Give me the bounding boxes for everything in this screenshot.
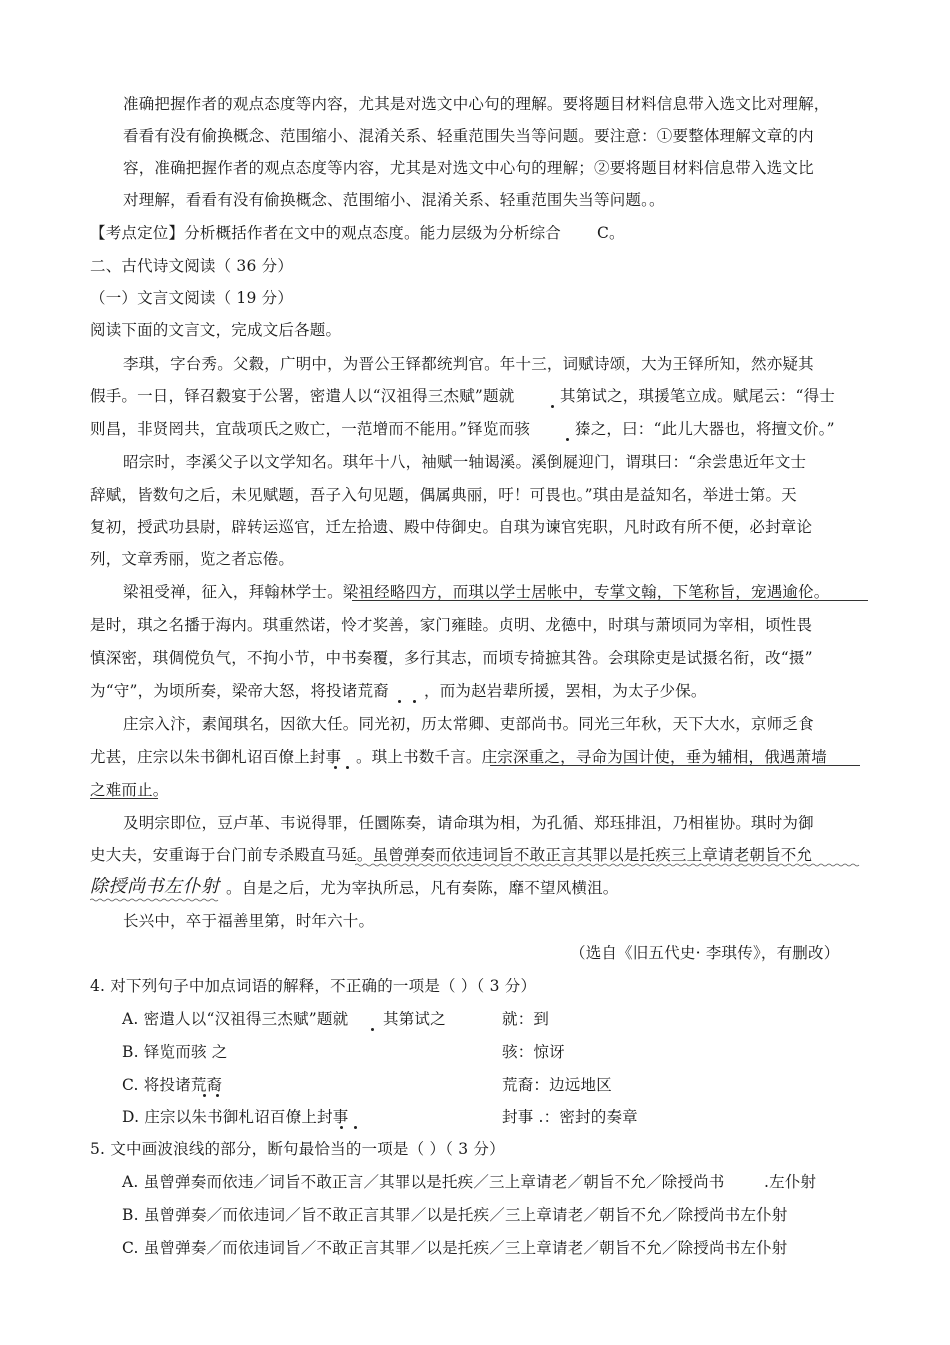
question-5-stem: 5. 文中画波浪线的部分，断句最恰当的一项是（ ）（ 3 分） (90, 1140, 505, 1158)
wavy-underline (90, 898, 220, 902)
q5-option-c: C. 虽曾弹奏／而依违词旨／不敢正言其罪／以是托疾／三上章请老／朝旨不允／除授尚书左仆射 (122, 1239, 788, 1257)
wavy-underline (355, 863, 861, 867)
emphasis-dot (413, 700, 416, 703)
passage-line: 尤甚，庄宗以朱书御札诏百僚上封事 (90, 748, 342, 766)
analysis-line: 准确把握作者的观点态度等内容，尤其是对选文中心句的理解。要将题目材料信息带入选文比对理解， (123, 95, 830, 113)
passage-line: 及明宗即位，豆卢革、韦说得罪，任圜陈奏，请命琪为相，为孔循、郑珏排沮，乃相崔协。琪时为御 (123, 814, 814, 832)
translation-underline (352, 600, 868, 601)
q4-option-b: B. 铎览而骇 之 (122, 1043, 228, 1061)
passage-line: 之难而止。 (90, 781, 169, 799)
emphasis-dot (334, 766, 337, 769)
emphasis-dot (551, 405, 554, 408)
analysis-line: 看看有没有偷换概念、范围缩小、混淆关系、轻重范围失当等问题。要注意：①要整体理解文章的内 (123, 127, 814, 145)
passage-line: 庄宗入汴，素闻琪名，因欲大任。同光初，历太常卿、吏部尚书。同光三年秋，天下大水，京师乏食 (123, 715, 814, 733)
q4-option-d: D. 庄宗以朱书御札诏百僚上封事 (122, 1108, 349, 1126)
emphasis-dot (346, 766, 349, 769)
q4-option-c-answer: 荒裔：边远地区 (502, 1076, 612, 1094)
analysis-line: 容，准确把握作者的观点态度等内容，尤其是对选文中心句的理解；②要将题目材料信息带入选文比 (123, 159, 814, 177)
analysis-line: 对理解，看看有没有偷换概念、范围缩小、混淆关系、轻重范围失当等问题。。 (123, 191, 665, 209)
passage-line: 假手。一日，铎召縠宴于公署，密遣人以“汉祖得三杰赋”题就 (90, 387, 515, 405)
passage-line: 辞赋，皆数句之后，未见赋题，吾子入句见题，偶属典丽，吁！可畏也。”琪由是益知名，举进士第。天 (90, 486, 797, 504)
q5-option-b: B. 虽曾弹奏／而依违词／旨不敢正言其罪／以是托疾／三上章请老／朝旨不允／除授尚书左仆射 (122, 1206, 788, 1224)
subsection-title: （一）文言文阅读（ 19 分） (90, 289, 294, 307)
q4-option-a-answer: 就：到 (502, 1010, 550, 1028)
q5-option-a: A. 虽曾弹奏而依违／词旨不敢正言／其罪以是托疾／三上章请老／朝旨不允／除授尚书 (122, 1173, 725, 1191)
emphasis-dot (354, 1126, 357, 1129)
translation-underline (90, 798, 158, 799)
passage-line: 长兴中，卒于福善里第，时年六十。 (123, 912, 375, 930)
emphasis-dot (566, 438, 569, 441)
q4-option-a: 其第试之 (383, 1010, 446, 1028)
passage-line: 。自是之后，尤为宰执所忌，凡有奏陈，靡不望风横沮。 (226, 879, 619, 897)
q4-option-b-answer: 骇：惊讶 (502, 1043, 565, 1061)
passage-line: 是时，琪之名播于海内。琪重然诺，怜才奖善，家门雍睦。贞明、龙德中，时琪与萧顷同为宰相，顷性畏 (90, 616, 813, 634)
passage-line: 则昌，非贤罔共，宜哉项氏之败亡，一范增而不能用。”铎览而骇 (90, 420, 530, 438)
passage-line: 昭宗时，李溪父子以文学知名。琪年十八，袖赋一轴谒溪。溪倒屣迎门，谓琪曰：“余尝患近年文士 (123, 453, 807, 471)
emphasis-dot (340, 1126, 343, 1129)
emphasis-dot (371, 1028, 374, 1031)
passage-line: ，而为赵岩辈所援，罢相，为太子少保。 (424, 682, 707, 700)
passage-line: 其第试之，琪援笔立成。赋尾云：“得士 (560, 387, 836, 405)
translation-underline (490, 765, 860, 766)
kaodian-line: 【考点定位】分析概括作者在文中的观点态度。能力层级为分析综合 (90, 224, 562, 242)
question-4-stem: 4. 对下列句子中加点词语的解释，不正确的一项是（ ）（ 3 分） (90, 977, 537, 995)
ability-level: C。 (597, 224, 625, 242)
emphasis-dot (398, 700, 401, 703)
passage-line: 为“守”，为顷所奏，梁帝大怒，将投诸荒裔 (90, 682, 389, 700)
passage-line: 列，文章秀丽，览之者忘倦。 (90, 550, 295, 568)
source-citation: （选自《旧五代史· 李琪传》，有删改） (570, 944, 840, 962)
passage-line: 史大夫，安重诲于台门前专杀殿直马延。虽曾弹奏而依违词旨不敢正言其罪以是托疾三上章请老朝旨不允 (90, 846, 813, 864)
passage-line: 。琪上书数千言。庄宗深重之，寻命为国计使，垂为辅相，俄遇萧墙 (356, 748, 828, 766)
q5-option-a: .左仆射 (764, 1173, 817, 1191)
passage-line: 獉之，曰：“此儿大器也，将擅文价。” (575, 420, 835, 438)
emphasis-dot (203, 1094, 206, 1097)
q4-option-a: A. 密遣人以“汉祖得三杰赋”题就 (122, 1010, 349, 1028)
passage-line: 李琪，字台秀。父縠，广明中，为晋公王铎都统判官。年十三，词赋诗颂，大为王铎所知，然亦疑其 (123, 355, 814, 373)
section-title: 二、古代诗文阅读（ 36 分） (90, 257, 294, 275)
q4-option-d-answer: 封事 .：密封的奏章 (502, 1108, 638, 1126)
reading-instruction: 阅读下面的文言文，完成文后各题。 (90, 321, 342, 339)
emphasis-dot (216, 1094, 219, 1097)
passage-line: 复初，授武功县尉，辟转运巡官，迁左拾遗、殿中侍御史。自琪为谏官宪职，凡时政有所不便，必封章论 (90, 518, 813, 536)
passage-line: 慎深密，琪倜傥负气，不拘小节，中书奏覆，多行其志，而顷专掎摭其咎。会琪除吏是试摄名衔，改“摄” (90, 649, 813, 667)
passage-line: 梁祖受禅，征入，拜翰林学士。梁祖经略四方，而琪以学士居帐中，专掌文翰，下笔称旨，宠遇逾伦。 (123, 583, 830, 601)
handwritten-phrase: 除授尚书左仆射 (90, 876, 220, 897)
q4-option-c: C. 将投诸荒裔 (122, 1076, 223, 1094)
